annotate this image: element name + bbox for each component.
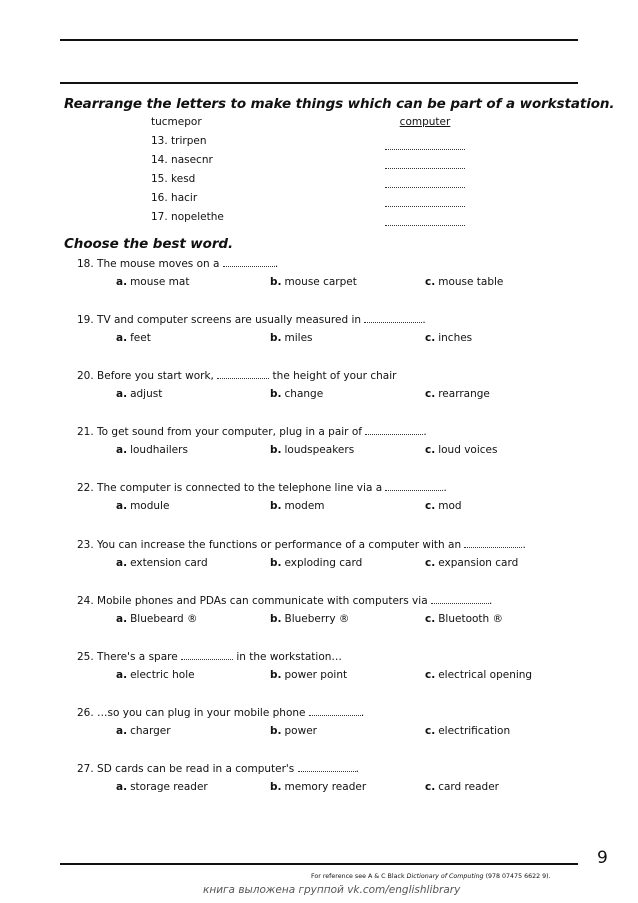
- option-letter: a.: [116, 557, 128, 569]
- option-letter: b.: [270, 557, 282, 569]
- option-letter: c.: [425, 500, 436, 512]
- option-letter: b.: [270, 276, 282, 288]
- answer-blank[interactable]: [464, 538, 522, 548]
- option-c[interactable]: [425, 332, 472, 344]
- question-stem: [77, 706, 364, 719]
- option-letter: a.: [116, 613, 128, 625]
- option-letter: c.: [425, 725, 436, 737]
- option-a[interactable]: [116, 332, 151, 344]
- option-text: module: [130, 500, 170, 512]
- option-text: Bluetooth ®: [438, 613, 504, 625]
- option-b[interactable]: [270, 388, 323, 400]
- question-stem: [77, 538, 526, 551]
- section-heading-choose: Choose the best word.: [64, 236, 233, 252]
- answer-blank[interactable]: [223, 257, 275, 267]
- option-text: memory reader: [284, 781, 367, 793]
- option-text: charger: [130, 725, 171, 737]
- scrambled-word: tucmepor: [151, 116, 202, 128]
- option-text: mouse mat: [130, 276, 190, 288]
- footer-rule: [60, 863, 578, 865]
- option-text: loud voices: [438, 444, 498, 456]
- answer-blank[interactable]: [385, 135, 465, 150]
- option-text: card reader: [438, 781, 499, 793]
- question-text-after: .: [522, 539, 526, 551]
- question-text: 22. The computer is connected to the telephone line via a: [77, 482, 386, 494]
- option-c[interactable]: [425, 557, 518, 569]
- answer-blank[interactable]: [385, 192, 465, 207]
- answer-blank[interactable]: [181, 650, 233, 660]
- answer-blank[interactable]: [365, 425, 423, 435]
- reference-footnote: [311, 873, 551, 880]
- question-text: 19. TV and computer screens are usually measured in: [77, 314, 365, 326]
- scrambled-word: 14. nasecnr: [151, 154, 213, 166]
- option-b[interactable]: [270, 613, 349, 625]
- option-b[interactable]: [270, 444, 354, 456]
- option-b[interactable]: [270, 500, 325, 512]
- option-letter: b.: [270, 613, 282, 625]
- option-letter: a.: [116, 500, 128, 512]
- option-c[interactable]: [425, 388, 490, 400]
- option-letter: a.: [116, 444, 128, 456]
- answer-blank[interactable]: [385, 173, 465, 188]
- footnote-prefix: For reference see A & C Black: [311, 873, 407, 880]
- question-stem: [77, 257, 278, 270]
- question-text: 25. There's a spare: [77, 651, 182, 663]
- footnote-book-title: Dictionary of Computing: [406, 873, 484, 880]
- option-b[interactable]: [270, 725, 317, 737]
- anagram-row: [151, 211, 481, 229]
- option-letter: a.: [116, 332, 128, 344]
- option-text: power point: [284, 669, 348, 681]
- question-stem: [77, 650, 342, 663]
- option-text: storage reader: [130, 781, 208, 793]
- answer-blank[interactable]: [431, 594, 489, 604]
- option-b[interactable]: [270, 781, 366, 793]
- option-b[interactable]: [270, 669, 347, 681]
- question-text: 23. You can increase the functions or performance of a computer with an: [77, 539, 465, 551]
- question-text: 24. Mobile phones and PDAs can communicate with computers via: [77, 595, 431, 607]
- question-text-after: .: [422, 314, 426, 326]
- option-text: exploding card: [284, 557, 363, 569]
- option-letter: b.: [270, 332, 282, 344]
- question-text: 20. Before you start work,: [77, 370, 218, 382]
- scrambled-word: 13. trirpen: [151, 135, 207, 147]
- option-letter: b.: [270, 781, 282, 793]
- anagram-row: [151, 135, 481, 153]
- question-stem: [77, 594, 492, 607]
- option-letter: c.: [425, 669, 436, 681]
- option-letter: b.: [270, 500, 282, 512]
- option-text: feet: [130, 332, 151, 344]
- option-a[interactable]: [116, 388, 162, 400]
- option-text: rearrange: [438, 388, 490, 400]
- option-text: mouse carpet: [284, 276, 357, 288]
- scrambled-word: 16. hacir: [151, 192, 198, 204]
- option-b[interactable]: [270, 557, 362, 569]
- watermark: книга выложена группой vk.com/englishlibrary: [203, 884, 461, 896]
- answer-blank[interactable]: [385, 481, 443, 491]
- option-text: electrical opening: [438, 669, 533, 681]
- option-a[interactable]: [116, 613, 198, 625]
- question-text-after: the height of your chair: [269, 370, 397, 382]
- option-c[interactable]: [425, 781, 499, 793]
- option-text: Bluebeard ®: [130, 613, 198, 625]
- question-text: 18. The mouse moves on a: [77, 258, 223, 270]
- question-stem: [77, 425, 427, 438]
- anagram-row: [151, 116, 481, 134]
- answer-blank[interactable]: [385, 211, 465, 226]
- answer-blank[interactable]: [298, 762, 356, 772]
- option-text: electric hole: [130, 669, 195, 681]
- option-letter: c.: [425, 276, 436, 288]
- question-text-after: .: [443, 482, 447, 494]
- option-a[interactable]: [116, 669, 195, 681]
- scrambled-word: 15. kesd: [151, 173, 196, 185]
- anagram-row: [151, 173, 481, 191]
- option-text: adjust: [130, 388, 163, 400]
- section-heading-rearrange: Rearrange the letters to make things which can be part of a workstation.: [64, 96, 615, 112]
- option-letter: b.: [270, 669, 282, 681]
- page-number: 9: [597, 848, 608, 868]
- answer-blank[interactable]: [364, 313, 422, 323]
- option-letter: c.: [425, 332, 436, 344]
- option-letter: a.: [116, 276, 128, 288]
- option-a[interactable]: [116, 725, 171, 737]
- answer-example: computer: [399, 116, 451, 128]
- scrambled-word: 17. nopelethe: [151, 211, 224, 223]
- option-a[interactable]: [116, 444, 188, 456]
- option-letter: c.: [425, 444, 436, 456]
- option-letter: c.: [425, 613, 436, 625]
- question-text-after: in the workstation…: [233, 651, 342, 663]
- option-letter: c.: [425, 388, 436, 400]
- option-a[interactable]: [116, 781, 208, 793]
- option-c[interactable]: [425, 613, 503, 625]
- question-stem: [77, 369, 396, 382]
- question-text-after: .: [423, 426, 427, 438]
- option-letter: b.: [270, 388, 282, 400]
- answer-blank[interactable]: [385, 154, 465, 169]
- option-letter: b.: [270, 444, 282, 456]
- option-a[interactable]: [116, 276, 189, 288]
- option-letter: a.: [116, 781, 128, 793]
- question-text-after: .: [355, 763, 359, 775]
- option-b[interactable]: [270, 276, 357, 288]
- question-text-after: .: [360, 707, 365, 719]
- option-text: mouse table: [438, 276, 504, 288]
- question-text-after: .: [274, 258, 279, 270]
- option-text: extension card: [130, 557, 208, 569]
- question-text-after: .: [488, 595, 493, 607]
- option-text: Blueberry ®: [284, 613, 350, 625]
- option-text: inches: [438, 332, 473, 344]
- footnote-suffix: (978 07475 6622 9).: [483, 873, 551, 880]
- option-letter: c.: [425, 557, 436, 569]
- option-c[interactable]: [425, 276, 503, 288]
- option-text: loudspeakers: [284, 444, 355, 456]
- top-rule: [60, 39, 578, 41]
- header-rule: [60, 82, 578, 84]
- option-text: electrification: [438, 725, 511, 737]
- question-stem: [77, 313, 426, 326]
- question-text: 27. SD cards can be read in a computer's: [77, 763, 298, 775]
- option-letter: a.: [116, 388, 128, 400]
- question-stem: [77, 762, 359, 775]
- option-text: miles: [284, 332, 313, 344]
- anagram-row: [151, 192, 481, 210]
- question-text: 21. To get sound from your computer, plug in a pair of: [77, 426, 366, 438]
- option-c[interactable]: [425, 500, 462, 512]
- option-letter: a.: [116, 725, 128, 737]
- answer-blank[interactable]: [309, 706, 361, 716]
- option-a[interactable]: [116, 500, 169, 512]
- option-text: loudhailers: [130, 444, 188, 456]
- question-text: 26. …so you can plug in your mobile phone: [77, 707, 309, 719]
- option-text: expansion card: [438, 557, 519, 569]
- question-stem: [77, 481, 447, 494]
- option-a[interactable]: [116, 557, 208, 569]
- option-letter: a.: [116, 669, 128, 681]
- option-b[interactable]: [270, 332, 313, 344]
- answer-blank[interactable]: [217, 369, 269, 379]
- option-c[interactable]: [425, 725, 510, 737]
- option-text: mod: [438, 500, 462, 512]
- option-letter: c.: [425, 781, 436, 793]
- anagram-row: [151, 154, 481, 172]
- option-letter: b.: [270, 725, 282, 737]
- option-text: change: [284, 388, 324, 400]
- option-text: power: [284, 725, 317, 737]
- option-text: modem: [284, 500, 325, 512]
- option-c[interactable]: [425, 669, 532, 681]
- option-c[interactable]: [425, 444, 497, 456]
